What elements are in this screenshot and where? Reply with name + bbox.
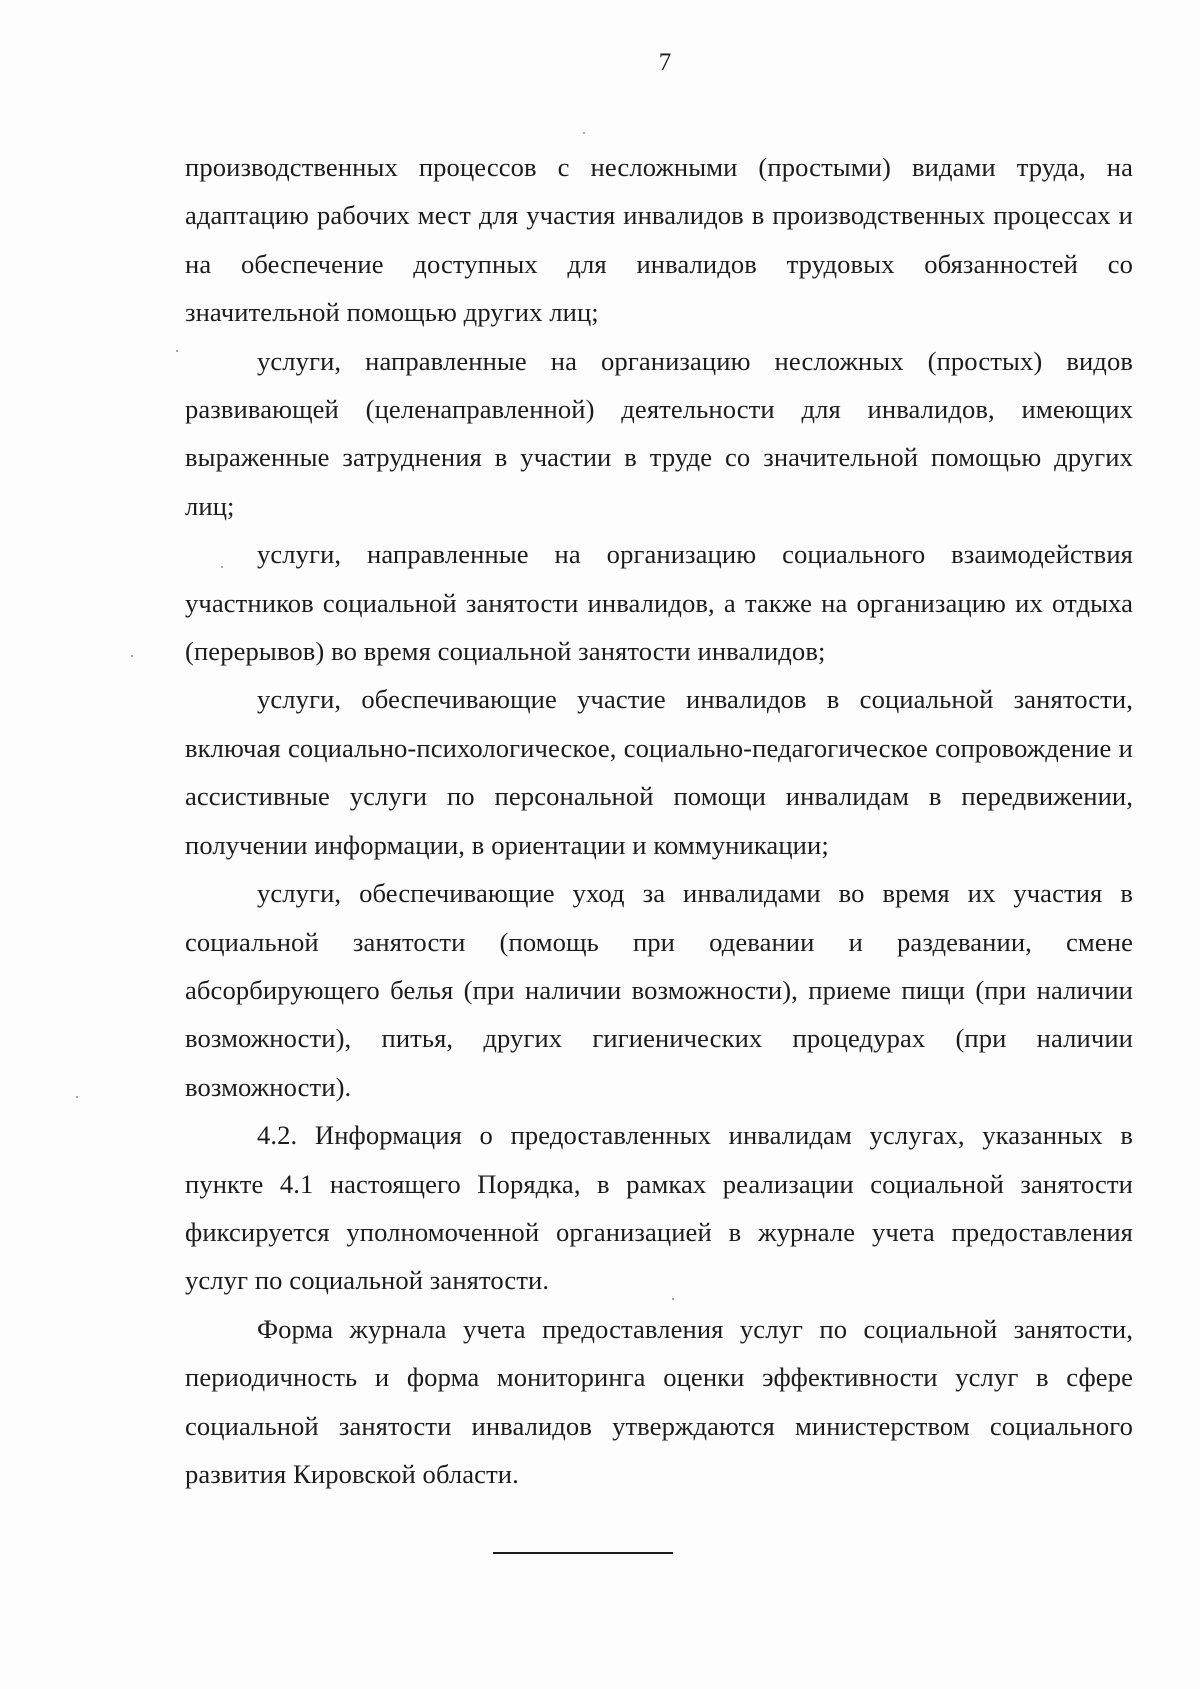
paragraph-7: Форма журнала учета предоставления услуг по социальной занятости, периодичность и форма мониторинга оценки эффективности услуг в сфере социальной занятости инвалидов утверждаются министерством социального развития Кировской области. [185, 1313, 1133, 1489]
paragraph-2: услуги, направленные на организацию несложных (простых) видов развивающей (целенаправленной) деятельности для инвалидов, имеющих выраженные затруднения в участии в труде со значительной помощью других лиц; [185, 345, 1133, 521]
scan-speck [221, 566, 223, 568]
end-of-text-divider [493, 1552, 673, 1554]
scan-speck [176, 350, 178, 352]
paragraph-1: производственных процессов с несложными (простыми) видами труда, на адаптацию рабочих мест для участия инвалидов в производственных процессах и на обеспечение доступных для инвалидов трудовых обязанностей со значительной помощью других лиц; [185, 152, 1133, 328]
scan-speck [76, 1096, 78, 1098]
scan-speck [672, 1298, 674, 1300]
paragraph-5: услуги, обеспечивающие уход за инвалидами во время их участия в социальной занятости (помощь при одевании и раздевании, смене абсорбирующего белья (при наличии возможности), приеме пищи (при наличии возможности), питья, других гигиенических процедурах (при наличии возможности). [185, 878, 1133, 1102]
scan-speck [583, 132, 585, 134]
document-body [185, 143, 1133, 1498]
scan-speck [131, 655, 133, 657]
paragraph-6: 4.2. Информация о предоставленных инвалидам услугах, указанных в пункте 4.1 настоящего Порядка, в рамках реализации социальной занятости фиксируется уполномоченной организацией в журнале учета предоставления услуг по социальной занятости. [185, 1120, 1133, 1296]
paragraph-3: услуги, направленные на организацию социального взаимодействия участников социальной занятости инвалидов, а также на организацию их отдыха (перерывов) во время социальной занятости инвалидов; [185, 539, 1133, 667]
paragraph-4: услуги, обеспечивающие участие инвалидов в социальной занятости, включая социально-психологическое, социально-педагогическое сопровождение и ассистивные услуги по персональной помощи инвалидам в передвижении, получении информации, в ориентации и коммуникации; [185, 684, 1133, 860]
page-number: 7 [658, 49, 672, 76]
